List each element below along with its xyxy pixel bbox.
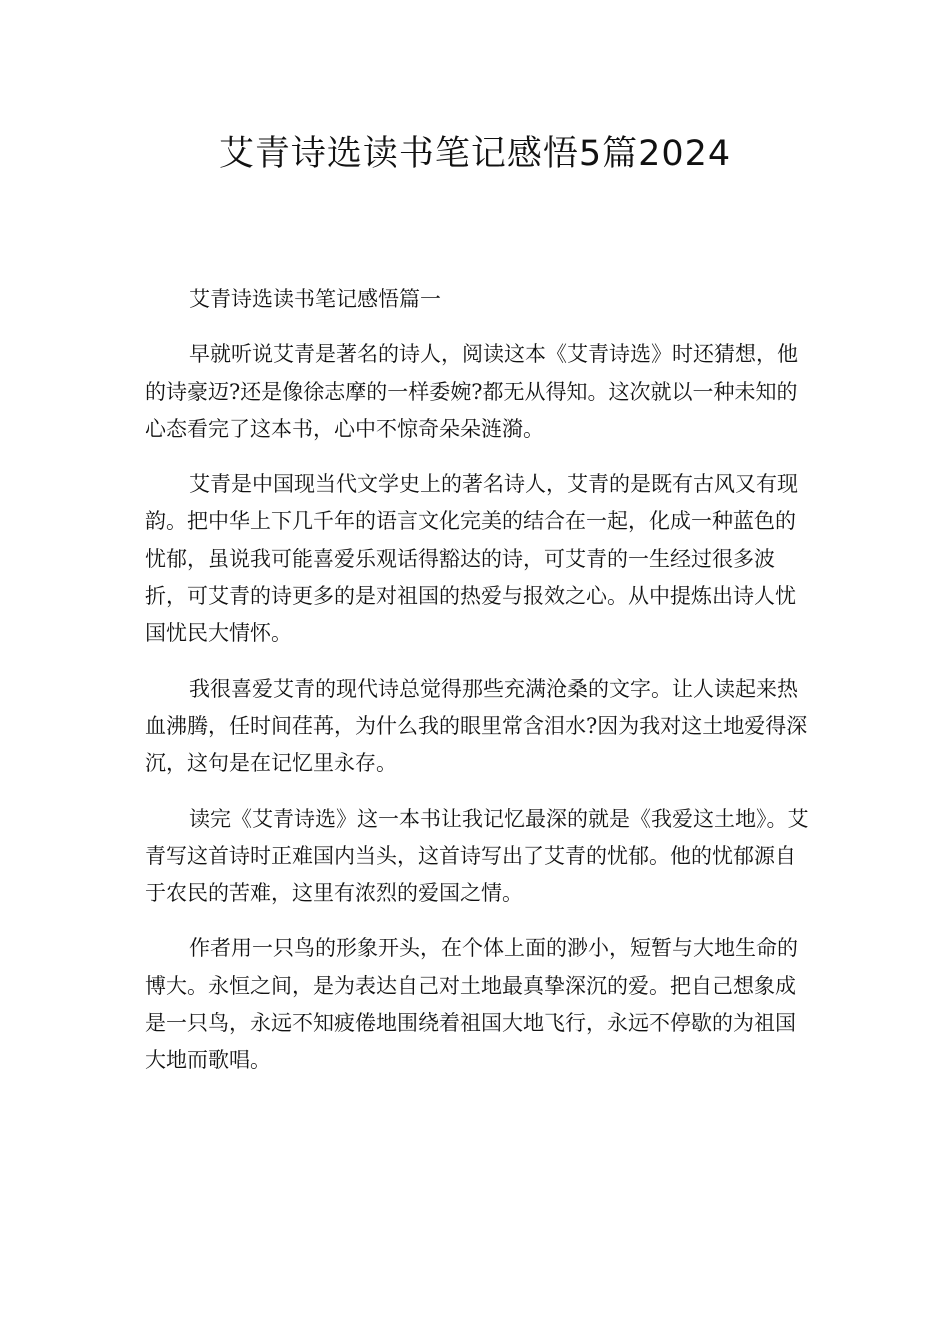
paragraph: 作者用一只鸟的形象开头，在个体上面的渺小，短暂与大地生命的博大。永恒之间，是为表达自己对土地最真挚深沉的爱。把自己想象成是一只鸟，永远不知疲倦地围绕着祖国大地飞行，永远不停歇的为祖国大地而歌唱。 — [145, 936, 798, 1073]
document-body — [145, 281, 810, 1080]
paragraph: 早就听说艾青是著名的诗人，阅读这本《艾青诗选》时还猜想，他的诗豪迈?还是像徐志摩的一样委婉?都无从得知。这次就以一种未知的心态看完了这本书，心中不惊奇朵朵涟漪。 — [145, 342, 798, 441]
document-title: 艾青诗选读书笔记感悟5篇2024 — [218, 134, 732, 174]
paragraph: 读完《艾青诗选》这一本书让我记忆最深的就是《我爱这土地》。艾青写这首诗时正难国内当头，这首诗写出了艾青的忧郁。他的忧郁源自于农民的苦难，这里有浓烈的爱国之情。 — [145, 806, 809, 906]
paragraph: 艾青是中国现当代文学史上的著名诗人，艾青的是既有古风又有现韵。把中华上下几千年的语言文化完美的结合在一起，化成一种蓝色的忧郁，虽说我可能喜爱乐观话得豁达的诗，可艾青的一生经过很多波折，可艾青的诗更多的是对祖国的热爱与报效之心。从中提炼出诗人忧国忧民大情怀。 — [145, 472, 798, 646]
section-heading: 艾青诗选读书笔记感悟篇一 — [189, 287, 441, 311]
paragraph: 我很喜爱艾青的现代诗总觉得那些充满沧桑的文字。让人读起来热血沸腾，任时间荏苒，为什么我的眼里常含泪水?因为我对这土地爱得深沉，这句是在记忆里永存。 — [145, 676, 808, 776]
